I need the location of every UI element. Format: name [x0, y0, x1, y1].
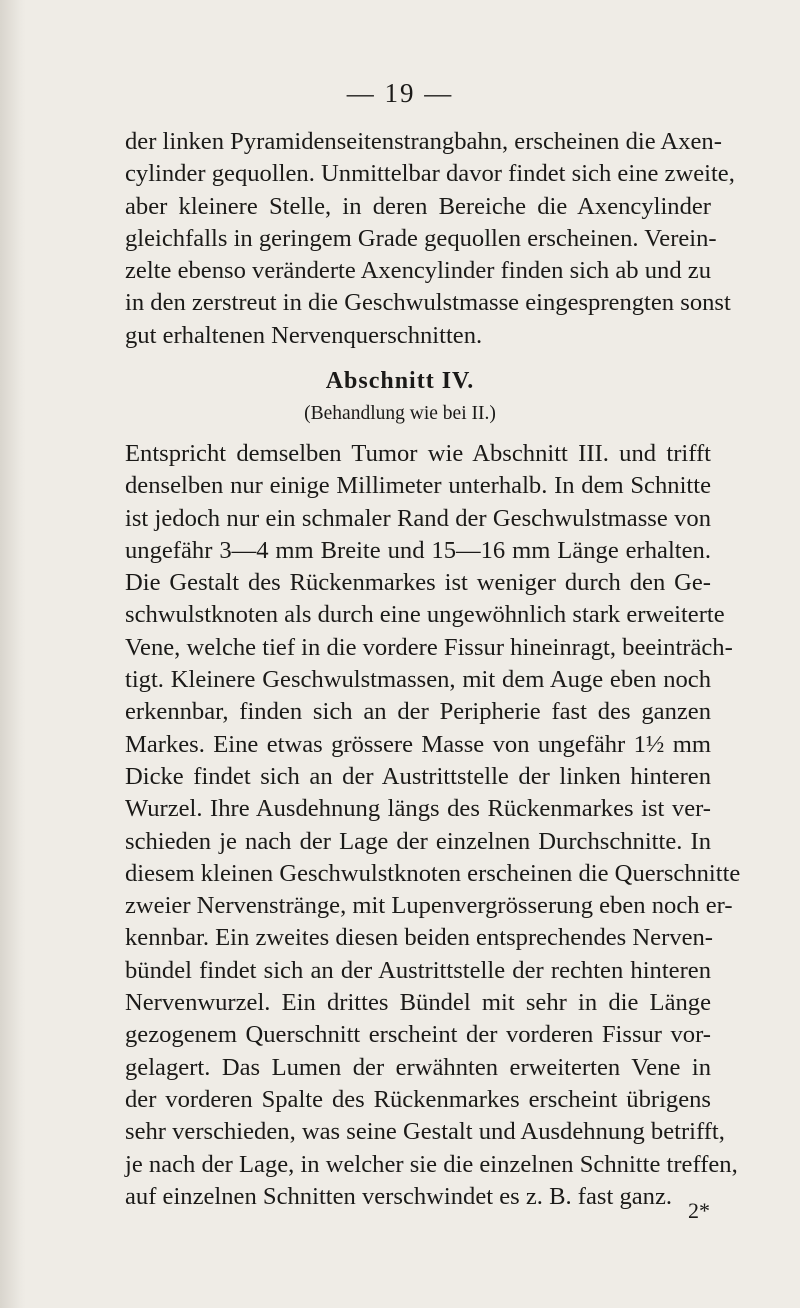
text-line: ungefähr 3—4 mm Breite und 15—16 mm Länge erhalten.	[125, 536, 711, 564]
text-line: denselben nur einige Millimeter unterhalb. In dem Schnitte	[125, 472, 711, 500]
text-line: gelagert. Das Lumen der erwähnten erweiterten Vene in	[125, 1053, 711, 1081]
text-line: der linken Pyramidenseitenstrangbahn, erscheinen die Axen-	[125, 128, 722, 155]
text-line: aber kleinere Stelle, in deren Bereiche die Axencylinder	[125, 192, 711, 220]
section-subheading: (Behandlung wie bei II.)	[304, 403, 496, 424]
text-line: Dicke findet sich an der Austrittstelle der linken hinteren	[125, 762, 711, 790]
page-number: — 19 —	[346, 78, 454, 108]
text-line: gleichfalls in geringem Grade gequollen erscheinen. Verein-	[125, 224, 717, 252]
text-line: cylinder gequollen. Unmittelbar davor findet sich eine zweite,	[125, 160, 735, 188]
page-gutter-shadow	[0, 0, 26, 1308]
text-line: in den zerstreut in die Geschwulstmasse eingesprengten sonst	[125, 289, 731, 317]
text-line: schieden je nach der Lage der einzelnen Durchschnitte. In	[125, 827, 711, 855]
text-line: gezogenem Querschnitt erscheint der vorderen Fissur vor-	[125, 1021, 711, 1049]
text-line: bündel findet sich an der Austrittstelle der rechten hinteren	[125, 956, 711, 984]
text-line: auf einzelnen Schnitten verschwindet es z. B. fast ganz.	[125, 1182, 673, 1210]
text-line: tigt. Kleinere Geschwulstmassen, mit dem Auge eben noch	[125, 666, 711, 694]
text-line: ist jedoch nur ein schmaler Rand der Geschwulstmasse von	[125, 504, 711, 532]
signature-mark: 2*	[688, 1198, 710, 1223]
text-line: Die Gestalt des Rückenmarkes ist weniger durch den Ge-	[125, 569, 711, 597]
text-line: zelte ebenso veränderte Axencylinder finden sich ab und zu	[125, 257, 711, 285]
section-heading: Abschnitt IV.	[325, 368, 475, 394]
text-line: kennbar. Ein zweites diesen beiden entsprechendes Nerven-	[125, 924, 713, 952]
paragraph-1	[125, 126, 735, 352]
paragraph-2	[125, 438, 741, 1213]
text-line: gut erhaltenen Nervenquerschnitten.	[125, 321, 483, 349]
text-line: schwulstknoten als durch eine ungewöhnlich stark erweiterte	[125, 601, 725, 629]
text-line: Markes. Eine etwas grössere Masse von ungefähr 1½ mm	[125, 730, 711, 758]
text-line: erkennbar, finden sich an der Peripherie fast des ganzen	[125, 698, 711, 726]
text-line: zweier Nervenstränge, mit Lupenvergrösserung eben noch er-	[125, 892, 733, 920]
text-line: diesem kleinen Geschwulstknoten erscheinen die Querschnitte	[125, 859, 741, 887]
text-line: Nervenwurzel. Ein drittes Bündel mit sehr in die Länge	[125, 989, 711, 1017]
text-line: Vene, welche tief in die vordere Fissur hineinragt, beeinträch-	[125, 633, 733, 661]
text-line: je nach der Lage, in welcher sie die einzelnen Schnitte treffen,	[125, 1150, 738, 1178]
text-line: Entspricht demselben Tumor wie Abschnitt III. und trifft	[125, 440, 711, 467]
text-line: der vorderen Spalte des Rückenmarkes erscheint übrigens	[125, 1085, 711, 1113]
text-line: sehr verschieden, was seine Gestalt und Ausdehnung betrifft,	[125, 1118, 725, 1146]
text-line: Wurzel. Ihre Ausdehnung längs des Rückenmarkes ist ver-	[125, 795, 711, 823]
